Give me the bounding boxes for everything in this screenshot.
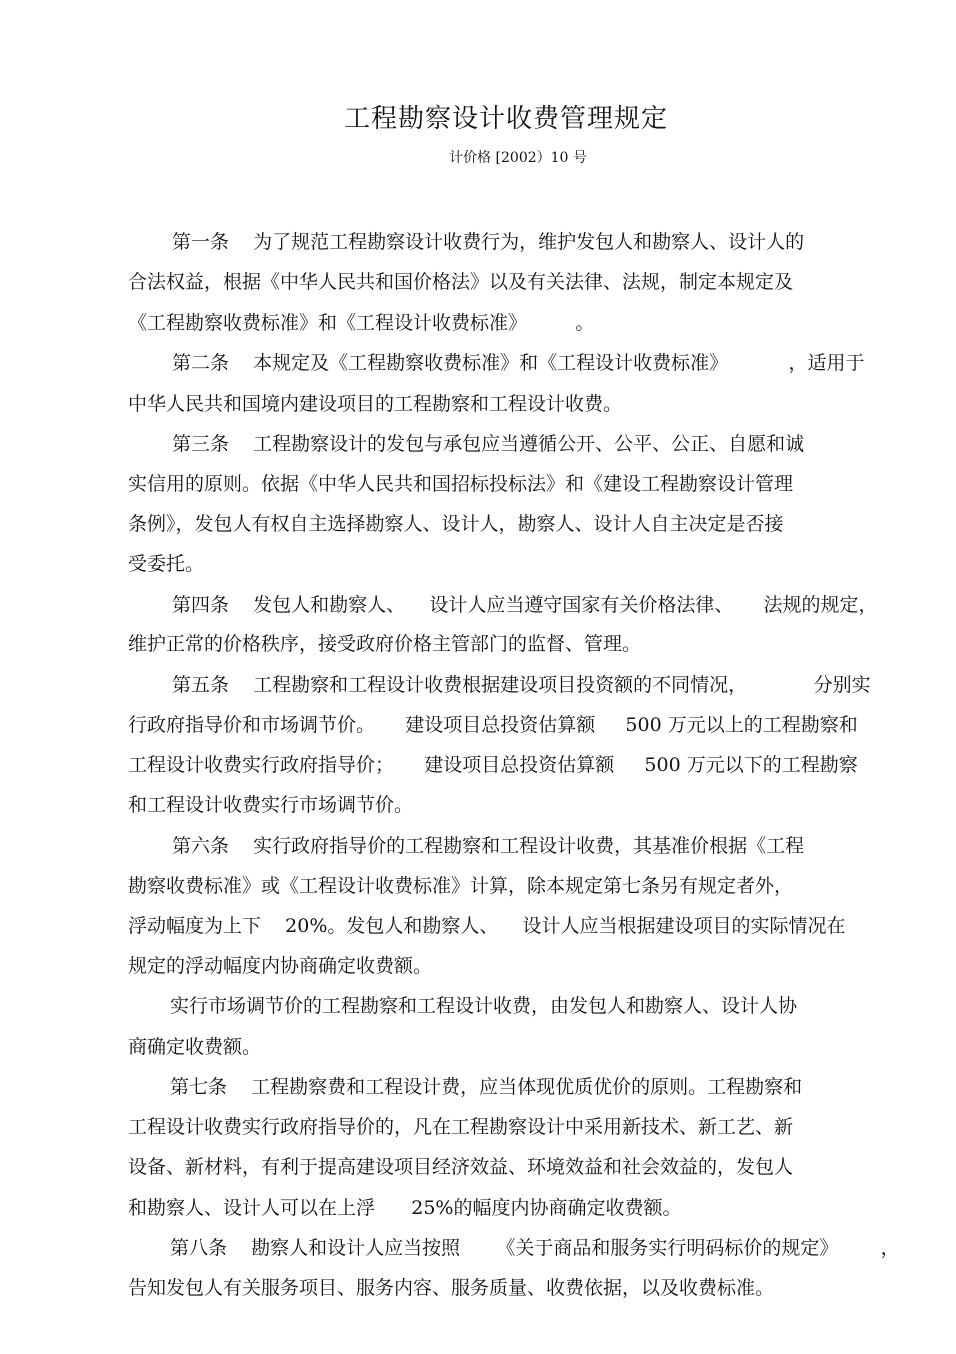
article-6-line-1: 第六条 实行政府指导价的工程勘察和工程设计收费，其基准价根据《工程 xyxy=(172,835,805,857)
article-1-line-3: 《工程勘察收费标准》和《工程设计收费标准》 。 xyxy=(128,312,595,334)
paragraph-market-line-1: 实行市场调节价的工程勘察和工程设计收费，由发包人和勘察人、设计人协 xyxy=(170,995,798,1017)
article-6-line-2: 勘察收费标准》或《工程设计收费标准》计算，除本规定第七条另有规定者外， xyxy=(128,875,794,897)
article-5-line-4: 和工程设计收费实行市场调节价。 xyxy=(128,794,414,816)
article-3-line-4: 受委托。 xyxy=(128,553,205,575)
article-2-line-2: 中华人民共和国境内建设项目的工程勘察和工程设计收费。 xyxy=(128,393,623,415)
article-4-line-1: 第四条 发包人和勘察人、 设计人应当遵守国家有关价格法律、 法规的规定， xyxy=(172,594,878,616)
article-3-line-1: 第三条 工程勘察设计的发包与承包应当遵循公开、公平、公正、自愿和诚 xyxy=(172,433,805,455)
article-1-line-2: 合法权益，根据《中华人民共和国价格法》以及有关法律、法规，制定本规定及 xyxy=(128,271,794,293)
article-1-line-1: 第一条 为了规范工程勘察设计收费行为，维护发包人和勘察人、设计人的 xyxy=(172,231,805,253)
article-5-line-1: 第五条 工程勘察和工程设计收费根据建设项目投资额的不同情况， 分别实 xyxy=(172,674,871,696)
article-3-line-2: 实信用的原则。依据《中华人民共和国招标投标法》和《建设工程勘察设计管理 xyxy=(128,473,794,495)
article-5-line-2: 行政府指导价和市场调节价。 建设项目总投资估算额 500 万元以上的工程勘察和 xyxy=(128,714,858,736)
article-6-line-4: 规定的浮动幅度内协商确定收费额。 xyxy=(128,955,433,977)
article-7-line-4: 和勘察人、设计人可以在上浮 25%的幅度内协商确定收费额。 xyxy=(128,1197,682,1219)
article-7-line-3: 设备、新材料，有利于提高建设项目经济效益、环境效益和社会效益的，发包人 xyxy=(128,1156,794,1178)
article-5-line-3: 工程设计收费实行政府指导价； 建设项目总投资估算额 500 万元以下的工程勘察 xyxy=(128,754,858,776)
paragraph-market-line-2: 商确定收费额。 xyxy=(128,1036,262,1058)
article-2-line-1: 第二条 本规定及《工程勘察收费标准》和《工程设计收费标准》 ，适用于 xyxy=(172,352,865,374)
article-8-line-2: 告知发包人有关服务项目、服务内容、服务质量、收费依据，以及收费标准。 xyxy=(128,1277,775,1299)
article-7-line-1: 第七条 工程勘察费和工程设计费，应当体现优质优价的原则。工程勘察和 xyxy=(170,1076,803,1098)
article-6-line-3: 浮动幅度为上下 20%。发包人和勘察人、 设计人应当根据建设项目的实际情况在 xyxy=(128,915,846,937)
document-title: 工程勘察设计收费管理规定 xyxy=(343,104,668,134)
article-4-line-2: 维护正常的价格秩序，接受政府价格主管部门的监督、管理。 xyxy=(128,633,642,655)
article-7-line-2: 工程设计收费实行政府指导价的，凡在工程勘察设计中采用新技术、新工艺、新 xyxy=(128,1116,794,1138)
document-subtitle: 计价格 [2002）10 号 xyxy=(449,150,587,166)
article-8-line-1: 第八条 勘察人和设计人应当按照 《关于商品和服务实行明码标价的规定》 ， xyxy=(170,1237,900,1259)
article-3-line-3: 条例》，发包人有权自主选择勘察人、设计人，勘察人、设计人自主决定是否接 xyxy=(128,513,784,535)
